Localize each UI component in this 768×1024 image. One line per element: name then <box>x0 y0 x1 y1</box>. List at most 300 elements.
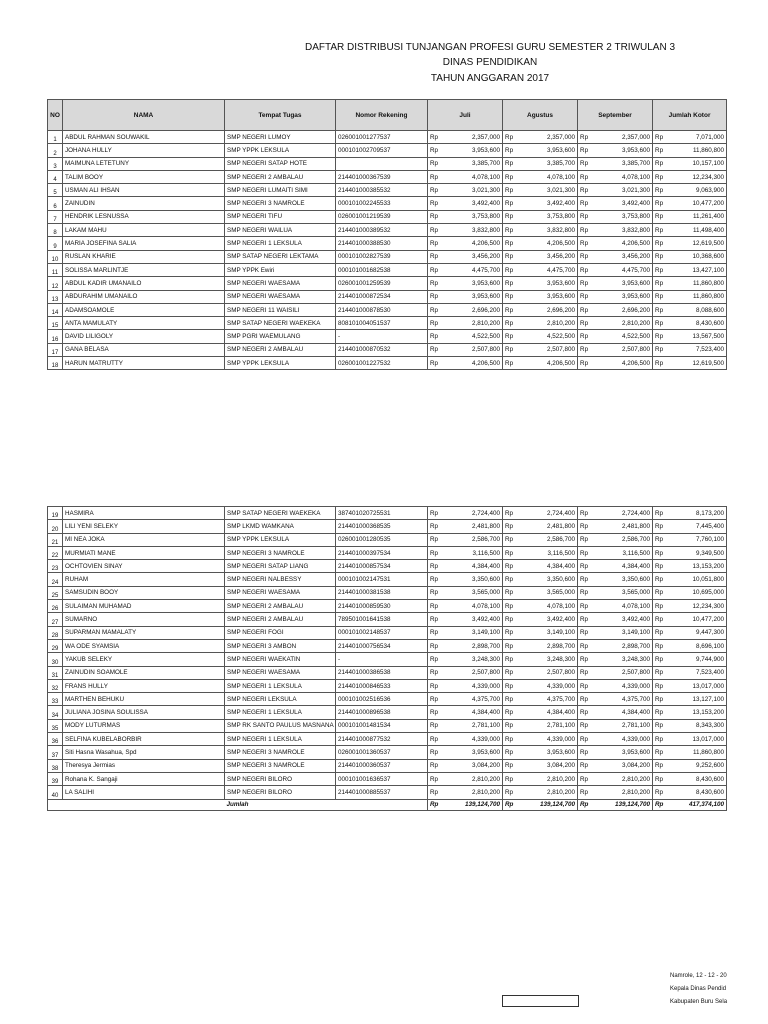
row-jumlah-kotor: 10,477,200 <box>668 613 727 626</box>
col-september: September <box>578 100 653 131</box>
currency: Rp <box>428 799 443 810</box>
currency: Rp <box>653 613 668 626</box>
currency: Rp <box>503 693 518 706</box>
currency: Rp <box>428 772 443 785</box>
row-juli: 2,724,400 <box>443 507 503 520</box>
row-nama: ABDURAHIM UMANAILO <box>63 290 225 303</box>
row-september: 3,456,200 <box>593 250 653 263</box>
currency: Rp <box>653 277 668 290</box>
row-nama: YAKUB SELEKY <box>63 653 225 666</box>
row-nama: Siti Hasna Wasahua, Spd <box>63 746 225 759</box>
row-tempat-tugas: SMP SATAP NEGERI WAEKEKA <box>225 507 336 520</box>
row-jumlah-kotor: 12,619,500 <box>668 237 727 250</box>
row-juli: 4,384,400 <box>443 706 503 719</box>
row-nama: HENDRIK LESNUSSA <box>63 210 225 223</box>
table-row <box>48 237 727 250</box>
row-no: 16 <box>48 330 63 343</box>
currency: Rp <box>578 693 593 706</box>
row-september: 3,492,400 <box>593 613 653 626</box>
row-juli: 3,084,200 <box>443 759 503 772</box>
row-tempat-tugas: SMP YPPK LEKSULA <box>225 144 336 157</box>
row-nomor-rekening: 000101001636537 <box>336 772 428 785</box>
table-row <box>48 666 727 679</box>
row-september: 4,475,700 <box>593 263 653 276</box>
row-jumlah-kotor: 13,017,000 <box>668 679 727 692</box>
row-tempat-tugas: SMP NEGERI WAESAMA <box>225 277 336 290</box>
currency: Rp <box>503 786 518 799</box>
currency: Rp <box>503 290 518 303</box>
currency: Rp <box>428 237 443 250</box>
row-juli: 4,384,400 <box>443 560 503 573</box>
row-no: 23 <box>48 560 63 573</box>
row-juli: 2,810,200 <box>443 772 503 785</box>
currency: Rp <box>503 507 518 520</box>
row-nama: Rohana K. Sangaji <box>63 772 225 785</box>
row-agustus: 4,339,000 <box>518 679 578 692</box>
currency: Rp <box>653 772 668 785</box>
currency: Rp <box>653 679 668 692</box>
currency: Rp <box>578 131 593 144</box>
doc-title-line3: TAHUN ANGGARAN 2017 <box>430 73 550 84</box>
row-jumlah-kotor: 9,063,900 <box>668 184 727 197</box>
row-jumlah-kotor: 7,523,400 <box>668 343 727 356</box>
currency: Rp <box>653 224 668 237</box>
row-agustus: 2,781,100 <box>518 719 578 732</box>
row-nomor-rekening: 214401000872534 <box>336 290 428 303</box>
row-tempat-tugas: SMP NEGERI 2 AMBALAU <box>225 600 336 613</box>
distribution-table-1 <box>47 99 727 370</box>
row-nomor-rekening: 214401000857534 <box>336 560 428 573</box>
currency: Rp <box>578 507 593 520</box>
row-nama: MARTHEN BEHUKU <box>63 693 225 706</box>
table-row <box>48 144 727 157</box>
currency: Rp <box>653 573 668 586</box>
row-nomor-rekening: 214401000859530 <box>336 600 428 613</box>
row-nomor-rekening: 000101002827539 <box>336 250 428 263</box>
row-jumlah-kotor: 11,860,800 <box>668 144 727 157</box>
currency: Rp <box>653 639 668 652</box>
row-juli: 4,206,500 <box>443 357 503 370</box>
row-no: 4 <box>48 170 63 183</box>
currency: Rp <box>428 600 443 613</box>
table-row <box>48 600 727 613</box>
currency: Rp <box>578 666 593 679</box>
row-tempat-tugas: SMP NEGERI 1 LEKSULA <box>225 679 336 692</box>
currency: Rp <box>653 507 668 520</box>
currency: Rp <box>503 250 518 263</box>
currency: Rp <box>503 357 518 370</box>
row-nomor-rekening: 000101001481534 <box>336 719 428 732</box>
row-agustus: 2,357,000 <box>518 131 578 144</box>
currency: Rp <box>653 666 668 679</box>
row-no: 18 <box>48 357 63 370</box>
row-no: 39 <box>48 772 63 785</box>
currency: Rp <box>578 679 593 692</box>
currency: Rp <box>653 719 668 732</box>
currency: Rp <box>503 144 518 157</box>
currency: Rp <box>503 653 518 666</box>
row-tempat-tugas: SMP NEGERI WAEKATIN <box>225 653 336 666</box>
row-no: 2 <box>48 144 63 157</box>
row-tempat-tugas: SMP NEGERI WAILUA <box>225 224 336 237</box>
row-juli: 4,078,100 <box>443 170 503 183</box>
row-juli: 3,953,600 <box>443 746 503 759</box>
row-tempat-tugas: SMP NEGERI FOGI <box>225 626 336 639</box>
row-agustus: 4,078,100 <box>518 600 578 613</box>
currency: Rp <box>578 586 593 599</box>
row-no: 25 <box>48 586 63 599</box>
footer-sign-title: Kepala Dinas Pendid <box>670 986 727 992</box>
row-jumlah-kotor: 9,744,900 <box>668 653 727 666</box>
row-no: 19 <box>48 507 63 520</box>
row-jumlah-kotor: 10,695,000 <box>668 586 727 599</box>
row-nama: RUSLAN KHARIE <box>63 250 225 263</box>
table-row <box>48 277 727 290</box>
row-september: 4,078,100 <box>593 600 653 613</box>
row-jumlah-kotor: 11,498,400 <box>668 224 727 237</box>
row-september: 2,810,200 <box>593 772 653 785</box>
row-nama: JULIANA JOSINA SOULISSA <box>63 706 225 719</box>
row-nomor-rekening: 000101001682538 <box>336 263 428 276</box>
currency: Rp <box>503 170 518 183</box>
currency: Rp <box>503 277 518 290</box>
currency: Rp <box>653 330 668 343</box>
currency: Rp <box>503 237 518 250</box>
row-agustus: 2,586,700 <box>518 533 578 546</box>
currency: Rp <box>428 131 443 144</box>
row-no: 9 <box>48 237 63 250</box>
row-nama: SOLISSA MARLINTJE <box>63 263 225 276</box>
row-juli: 4,206,500 <box>443 237 503 250</box>
table-row <box>48 343 727 356</box>
row-nomor-rekening: 214401000381538 <box>336 586 428 599</box>
row-tempat-tugas: SMP NEGERI 2 AMBALAU <box>225 343 336 356</box>
row-september: 3,350,600 <box>593 573 653 586</box>
currency: Rp <box>578 786 593 799</box>
row-no: 38 <box>48 759 63 772</box>
row-agustus: 3,565,000 <box>518 586 578 599</box>
row-nama: ZAINUDIN SOAMOLE <box>63 666 225 679</box>
currency: Rp <box>578 290 593 303</box>
row-nama: JOHANA HULLY <box>63 144 225 157</box>
row-tempat-tugas: SMP NEGERI 2 AMBALAU <box>225 613 336 626</box>
row-september: 2,481,800 <box>593 520 653 533</box>
row-agustus: 3,248,300 <box>518 653 578 666</box>
row-no: 36 <box>48 733 63 746</box>
total-row <box>48 799 727 810</box>
row-tempat-tugas: SMP NEGERI LUMOY <box>225 131 336 144</box>
currency: Rp <box>428 653 443 666</box>
row-tempat-tugas: SMP NEGERI 1 LEKSULA <box>225 706 336 719</box>
currency: Rp <box>578 520 593 533</box>
row-nama: SAMSUDIN BOOY <box>63 586 225 599</box>
row-nomor-rekening: 026001001277537 <box>336 131 428 144</box>
currency: Rp <box>653 520 668 533</box>
signature-box <box>502 995 579 1007</box>
currency: Rp <box>428 224 443 237</box>
currency: Rp <box>578 277 593 290</box>
currency: Rp <box>428 546 443 559</box>
row-nomor-rekening: 214401000388530 <box>336 237 428 250</box>
row-juli: 4,339,000 <box>443 733 503 746</box>
currency: Rp <box>503 131 518 144</box>
col-agustus: Agustus <box>503 100 578 131</box>
currency: Rp <box>428 706 443 719</box>
row-agustus: 2,810,200 <box>518 786 578 799</box>
currency: Rp <box>428 733 443 746</box>
row-nama: GANA BELASA <box>63 343 225 356</box>
currency: Rp <box>503 560 518 573</box>
row-no: 28 <box>48 626 63 639</box>
row-jumlah-kotor: 13,127,100 <box>668 693 727 706</box>
currency: Rp <box>428 263 443 276</box>
row-jumlah-kotor: 10,051,800 <box>668 573 727 586</box>
row-juli: 3,350,600 <box>443 573 503 586</box>
col-juli: Juli <box>428 100 503 131</box>
currency: Rp <box>578 237 593 250</box>
currency: Rp <box>653 197 668 210</box>
row-jumlah-kotor: 8,430,600 <box>668 317 727 330</box>
row-jumlah-kotor: 7,071,000 <box>668 131 727 144</box>
row-no: 26 <box>48 600 63 613</box>
currency: Rp <box>428 666 443 679</box>
row-nomor-rekening: 026001001280535 <box>336 533 428 546</box>
row-no: 6 <box>48 197 63 210</box>
row-no: 37 <box>48 746 63 759</box>
currency: Rp <box>428 573 443 586</box>
currency: Rp <box>428 533 443 546</box>
row-no: 22 <box>48 546 63 559</box>
currency: Rp <box>578 343 593 356</box>
row-juli: 2,898,700 <box>443 639 503 652</box>
row-no: 27 <box>48 613 63 626</box>
currency: Rp <box>653 786 668 799</box>
row-no: 29 <box>48 639 63 652</box>
row-agustus: 4,384,400 <box>518 706 578 719</box>
table-row <box>48 520 727 533</box>
row-nomor-rekening: 000101002148537 <box>336 626 428 639</box>
currency: Rp <box>578 250 593 263</box>
currency: Rp <box>503 586 518 599</box>
currency: Rp <box>428 290 443 303</box>
row-no: 15 <box>48 317 63 330</box>
currency: Rp <box>503 613 518 626</box>
row-no: 21 <box>48 533 63 546</box>
row-agustus: 2,724,400 <box>518 507 578 520</box>
row-tempat-tugas: SMP NEGERI WAESAMA <box>225 666 336 679</box>
currency: Rp <box>578 639 593 652</box>
row-tempat-tugas: SMP NEGERI WAESAMA <box>225 290 336 303</box>
row-juli: 2,781,100 <box>443 719 503 732</box>
currency: Rp <box>653 626 668 639</box>
row-nama: TALIM BOOY <box>63 170 225 183</box>
row-juli: 2,810,200 <box>443 317 503 330</box>
row-no: 30 <box>48 653 63 666</box>
currency: Rp <box>578 746 593 759</box>
row-nama: MARIA JOSEFINA SALIA <box>63 237 225 250</box>
row-tempat-tugas: SMP SATAP NEGERI LEKTAMA <box>225 250 336 263</box>
currency: Rp <box>428 693 443 706</box>
currency: Rp <box>653 237 668 250</box>
row-nama: MI NEA JOKA <box>63 533 225 546</box>
row-jumlah-kotor: 13,427,100 <box>668 263 727 276</box>
currency: Rp <box>428 719 443 732</box>
row-nomor-rekening: 026001001259539 <box>336 277 428 290</box>
row-agustus: 4,384,400 <box>518 560 578 573</box>
currency: Rp <box>428 330 443 343</box>
table-row <box>48 746 727 759</box>
row-nama: MURMIATI MANE <box>63 546 225 559</box>
row-september: 2,724,400 <box>593 507 653 520</box>
doc-title-line2: DINAS PENDIDIKAN <box>442 57 538 68</box>
table-row <box>48 533 727 546</box>
row-juli: 3,385,700 <box>443 157 503 170</box>
row-no: 12 <box>48 277 63 290</box>
row-jumlah-kotor: 11,860,800 <box>668 290 727 303</box>
row-nomor-rekening: 789501001641538 <box>336 613 428 626</box>
row-nomor-rekening: 214401000846533 <box>336 679 428 692</box>
row-nomor-rekening: 214401000878530 <box>336 303 428 316</box>
currency: Rp <box>503 600 518 613</box>
row-nomor-rekening: 808101004051537 <box>336 317 428 330</box>
row-juli: 3,953,600 <box>443 144 503 157</box>
row-tempat-tugas: SMP NEGERI TIFU <box>225 210 336 223</box>
table-row <box>48 733 727 746</box>
footer-place-date: Namrole, 12 - 12 - 20 <box>670 973 727 979</box>
total-september: 139,124,700 <box>593 799 653 810</box>
row-nama: MODY LUTURMAS <box>63 719 225 732</box>
row-juli: 3,832,800 <box>443 224 503 237</box>
row-september: 3,565,000 <box>593 586 653 599</box>
table-row <box>48 613 727 626</box>
row-agustus: 4,206,500 <box>518 357 578 370</box>
table-row <box>48 546 727 559</box>
row-jumlah-kotor: 13,567,500 <box>668 330 727 343</box>
currency: Rp <box>428 759 443 772</box>
currency: Rp <box>653 357 668 370</box>
row-juli: 2,586,700 <box>443 533 503 546</box>
row-no: 34 <box>48 706 63 719</box>
row-juli: 4,475,700 <box>443 263 503 276</box>
table-row <box>48 317 727 330</box>
row-agustus: 4,522,500 <box>518 330 578 343</box>
row-september: 3,149,100 <box>593 626 653 639</box>
row-september: 3,953,600 <box>593 277 653 290</box>
currency: Rp <box>428 157 443 170</box>
row-agustus: 3,350,600 <box>518 573 578 586</box>
currency: Rp <box>503 679 518 692</box>
row-agustus: 3,116,500 <box>518 546 578 559</box>
row-nomor-rekening: 214401000385532 <box>336 184 428 197</box>
row-jumlah-kotor: 7,523,400 <box>668 666 727 679</box>
currency: Rp <box>503 706 518 719</box>
row-nama: ANTA MAMULATY <box>63 317 225 330</box>
row-juli: 3,492,400 <box>443 613 503 626</box>
table-row <box>48 679 727 692</box>
row-agustus: 3,456,200 <box>518 250 578 263</box>
row-nomor-rekening: 214401000368535 <box>336 520 428 533</box>
row-agustus: 2,696,200 <box>518 303 578 316</box>
row-nomor-rekening: 026001001227532 <box>336 357 428 370</box>
row-nomor-rekening: 214401000756534 <box>336 639 428 652</box>
currency: Rp <box>578 303 593 316</box>
row-nomor-rekening: 000101002709537 <box>336 144 428 157</box>
currency: Rp <box>653 303 668 316</box>
row-juli: 3,492,400 <box>443 197 503 210</box>
currency: Rp <box>503 210 518 223</box>
table-row <box>48 786 727 799</box>
col-jumlah-kotor: Jumlah Kotor <box>653 100 727 131</box>
row-no: 24 <box>48 573 63 586</box>
currency: Rp <box>503 343 518 356</box>
row-tempat-tugas: SMP YPPK LEKSULA <box>225 357 336 370</box>
row-jumlah-kotor: 8,343,300 <box>668 719 727 732</box>
table-row <box>48 507 727 520</box>
row-tempat-tugas: SMP SATAP NEGERI WAEKEKA <box>225 317 336 330</box>
row-nama: HARUN MATRUTTY <box>63 357 225 370</box>
row-tempat-tugas: SMP NEGERI 3 NAMROLE <box>225 197 336 210</box>
currency: Rp <box>503 303 518 316</box>
currency: Rp <box>653 144 668 157</box>
currency: Rp <box>503 224 518 237</box>
row-september: 3,953,600 <box>593 746 653 759</box>
currency: Rp <box>578 210 593 223</box>
currency: Rp <box>428 639 443 652</box>
row-september: 3,753,800 <box>593 210 653 223</box>
row-nama: SUPARMAN MAMALATY <box>63 626 225 639</box>
row-tempat-tugas: SMP NEGERI 3 NAMROLE <box>225 546 336 559</box>
row-tempat-tugas: SMP NEGERI 3 NAMROLE <box>225 759 336 772</box>
currency: Rp <box>653 693 668 706</box>
table-row <box>48 170 727 183</box>
row-september: 4,339,000 <box>593 733 653 746</box>
table-row <box>48 719 727 732</box>
currency: Rp <box>653 210 668 223</box>
row-juli: 2,507,800 <box>443 666 503 679</box>
table-row <box>48 653 727 666</box>
row-jumlah-kotor: 9,349,500 <box>668 546 727 559</box>
currency: Rp <box>653 343 668 356</box>
table-row <box>48 197 727 210</box>
currency: Rp <box>428 507 443 520</box>
row-nomor-rekening: 214401000870532 <box>336 343 428 356</box>
currency: Rp <box>578 759 593 772</box>
row-nomor-rekening: 000101002147531 <box>336 573 428 586</box>
row-tempat-tugas: SMP NEGERI NALBESSY <box>225 573 336 586</box>
currency: Rp <box>428 786 443 799</box>
row-tempat-tugas: SMP NEGERI WAESAMA <box>225 586 336 599</box>
table-row <box>48 693 727 706</box>
row-no: 8 <box>48 224 63 237</box>
row-nama: Theresya Jermias <box>63 759 225 772</box>
currency: Rp <box>578 357 593 370</box>
row-nama: DAVID LILIGOLY <box>63 330 225 343</box>
row-tempat-tugas: SMP NEGERI LEKSULA <box>225 693 336 706</box>
currency: Rp <box>578 799 593 810</box>
col-no: NO <box>48 100 63 131</box>
currency: Rp <box>503 263 518 276</box>
row-juli: 3,149,100 <box>443 626 503 639</box>
row-nama: LA SALIHI <box>63 786 225 799</box>
currency: Rp <box>578 330 593 343</box>
row-agustus: 2,810,200 <box>518 772 578 785</box>
row-jumlah-kotor: 13,153,200 <box>668 706 727 719</box>
row-agustus: 3,084,200 <box>518 759 578 772</box>
row-no: 17 <box>48 343 63 356</box>
row-juli: 3,248,300 <box>443 653 503 666</box>
row-nomor-rekening: 214401000896538 <box>336 706 428 719</box>
row-tempat-tugas: SMP YPPK Ewiri <box>225 263 336 276</box>
